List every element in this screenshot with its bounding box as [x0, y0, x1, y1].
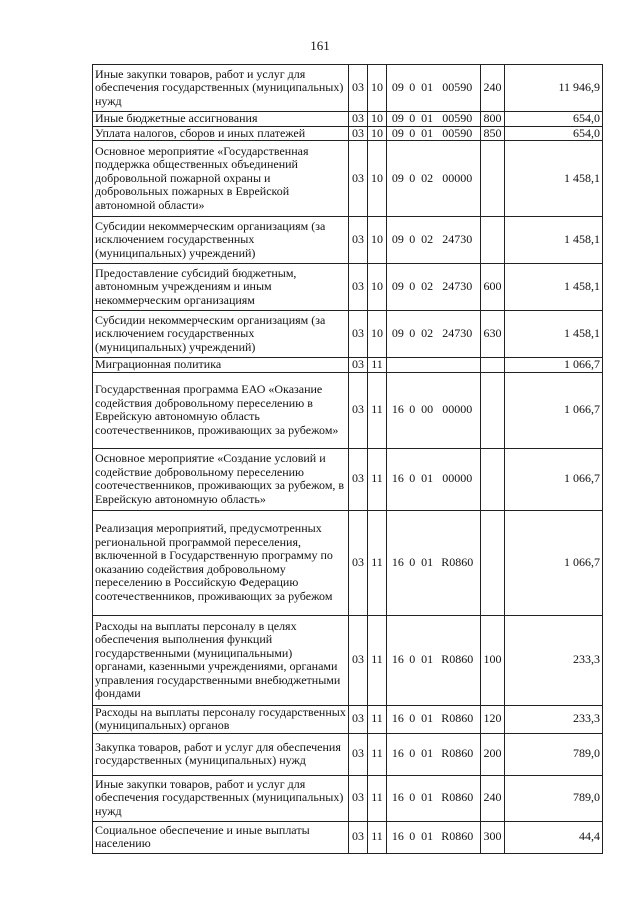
program-code: 09: [391, 111, 404, 125]
direction-code: 24730: [442, 326, 473, 341]
amount-cell: 1 458,1: [505, 311, 603, 358]
table-row: [93, 775, 603, 821]
program-code: 16: [391, 402, 404, 417]
table-row: [93, 615, 603, 705]
activity-code: 01: [421, 711, 434, 726]
target-article-cell: [387, 372, 481, 448]
page-number: 161: [310, 38, 330, 53]
subprogram-code: 0: [409, 746, 416, 761]
section-code-cell: 03: [349, 311, 368, 358]
expense-type-code-cell: [481, 217, 505, 264]
target-article-code: [389, 112, 478, 126]
target-article-cell: [387, 510, 481, 615]
amount-cell: 233,3: [505, 705, 603, 733]
section-code-cell: 03: [349, 733, 368, 775]
program-code: 16: [391, 471, 404, 486]
program-code: 16: [391, 829, 404, 844]
expense-type-code-cell: 300: [481, 821, 505, 853]
target-article-code: [389, 172, 478, 186]
subsection-code-cell: 11: [368, 510, 387, 615]
target-article-cell: [387, 705, 481, 733]
expense-type-code-cell: [481, 510, 505, 615]
subprogram-code: 0: [409, 126, 416, 140]
table-row: [93, 311, 603, 358]
section-code-cell: 03: [349, 217, 368, 264]
expense-name-cell: Уплата налогов, сборов и иных платежей: [93, 126, 349, 141]
amount-cell: 1 458,1: [505, 217, 603, 264]
expense-type-code-cell: 240: [481, 775, 505, 821]
expense-type-code-cell: 200: [481, 733, 505, 775]
section-code-cell: 03: [349, 112, 368, 127]
subprogram-code: 0: [409, 711, 416, 726]
expense-name-cell: Расходы на выплаты персоналу в целях обеспечения выполнения функций государственными (муниципальными) органами, казенными учреждениями, органами управления государственными внебюджетными фондами: [93, 615, 349, 705]
subprogram-code: 0: [409, 80, 416, 95]
activity-code: 01: [421, 790, 434, 805]
direction-code: 24730: [442, 232, 473, 247]
activity-code: 01: [421, 746, 434, 761]
table-row: [93, 705, 603, 733]
amount-cell: 1 458,1: [505, 141, 603, 217]
target-article-code: [389, 747, 478, 761]
section-code-cell: 03: [349, 510, 368, 615]
activity-code: 01: [421, 80, 434, 95]
expense-name-cell: Закупка товаров, работ и услуг для обеспечения государственных (муниципальных) нужд: [93, 733, 349, 775]
subsection-code-cell: 11: [368, 733, 387, 775]
section-code-cell: 03: [349, 358, 368, 373]
direction-code: R0860: [441, 554, 474, 569]
section-code-cell: 03: [349, 65, 368, 112]
program-code: 16: [391, 554, 404, 569]
expense-name-cell: Основное мероприятие «Государственная поддержка общественных объединений добровольной пожарной охраны и добровольных пожарных в Еврейской автономной области»: [93, 141, 349, 217]
target-article-cell: [387, 141, 481, 217]
direction-code: 00000: [442, 471, 473, 486]
expense-type-code-cell: 800: [481, 112, 505, 127]
subsection-code-cell: 10: [368, 126, 387, 141]
expense-name-cell: Иные закупки товаров, работ и услуг для обеспечения государственных (муниципальных) нужд: [93, 65, 349, 112]
activity-code: 00: [421, 402, 434, 417]
expense-name-cell: Реализация мероприятий, предусмотренных региональной программой переселения, включенной в Государственную программу по оказанию содействия добровольному переселению в Российскую Федерацию соотечественников, проживающих за рубежом: [93, 510, 349, 615]
expense-name-cell: Субсидии некоммерческим организациям (за исключением государственных (муниципальных) учреждений): [93, 217, 349, 264]
target-article-cell: [387, 733, 481, 775]
budget-table: [92, 64, 603, 854]
section-code-cell: 03: [349, 615, 368, 705]
expense-type-code-cell: 120: [481, 705, 505, 733]
table-row: [93, 264, 603, 311]
target-article-cell: [387, 112, 481, 127]
program-code: 16: [391, 711, 404, 726]
subsection-code-cell: 11: [368, 775, 387, 821]
expense-type-code-cell: 600: [481, 264, 505, 311]
subsection-code-cell: 11: [368, 448, 387, 510]
subprogram-code: 0: [409, 232, 416, 247]
table-row: [93, 372, 603, 448]
direction-code: 00590: [442, 80, 473, 95]
amount-cell: 1 066,7: [505, 448, 603, 510]
target-article-cell: [387, 821, 481, 853]
target-article-cell: [387, 65, 481, 112]
subprogram-code: 0: [409, 402, 416, 417]
subprogram-code: 0: [409, 652, 416, 667]
target-article-code: [389, 791, 478, 805]
activity-code: 01: [421, 829, 434, 844]
expense-name-cell: Иные закупки товаров, работ и услуг для обеспечения государственных (муниципальных) нужд: [93, 775, 349, 821]
section-code-cell: 03: [349, 264, 368, 311]
subprogram-code: 0: [409, 554, 416, 569]
activity-code: 01: [421, 554, 434, 569]
activity-code: 02: [421, 232, 434, 247]
amount-cell: 1 066,7: [505, 510, 603, 615]
target-article-code: [389, 280, 478, 294]
subsection-code-cell: 10: [368, 65, 387, 112]
amount-cell: 654,0: [505, 112, 603, 127]
subsection-code-cell: 11: [368, 372, 387, 448]
expense-type-code-cell: [481, 141, 505, 217]
table-row: [93, 733, 603, 775]
amount-cell: 654,0: [505, 126, 603, 141]
expense-type-code-cell: 240: [481, 65, 505, 112]
program-code: 09: [391, 279, 404, 294]
subprogram-code: 0: [409, 790, 416, 805]
target-article-cell: [387, 264, 481, 311]
target-article-code: [389, 81, 478, 95]
target-article-code: [389, 233, 478, 247]
program-code: 09: [391, 232, 404, 247]
expense-type-code-cell: [481, 448, 505, 510]
direction-code: R0860: [441, 746, 474, 761]
target-article-cell: [387, 775, 481, 821]
table-row: [93, 217, 603, 264]
subsection-code-cell: 11: [368, 615, 387, 705]
table-row: [93, 126, 603, 141]
subprogram-code: 0: [409, 471, 416, 486]
budget-table-body: [93, 65, 603, 854]
subsection-code-cell: 11: [368, 705, 387, 733]
expense-name-cell: Расходы на выплаты персоналу государственных (муниципальных) органов: [93, 705, 349, 733]
activity-code: 02: [421, 279, 434, 294]
expense-type-code-cell: [481, 358, 505, 373]
target-article-code: [389, 830, 478, 844]
expense-name-cell: Иные бюджетные ассигнования: [93, 112, 349, 127]
table-row: [93, 141, 603, 217]
expense-type-code-cell: 100: [481, 615, 505, 705]
direction-code: 24730: [442, 279, 473, 294]
program-code: 09: [391, 170, 404, 185]
target-article-code: [389, 127, 478, 141]
amount-cell: 789,0: [505, 775, 603, 821]
subprogram-code: 0: [409, 829, 416, 844]
amount-cell: 44,4: [505, 821, 603, 853]
target-article-cell: [387, 358, 481, 373]
direction-code: R0860: [441, 711, 474, 726]
amount-cell: 1 066,7: [505, 358, 603, 373]
target-article-code: [389, 712, 478, 726]
direction-code: R0860: [441, 829, 474, 844]
target-article-code: [389, 403, 478, 417]
amount-cell: 789,0: [505, 733, 603, 775]
expense-name-cell: Миграционная политика: [93, 358, 349, 373]
expense-name-cell: Основное мероприятие «Создание условий и содействие добровольному переселению соотечественников, проживающих за рубежом, в Еврейскую автономную область»: [93, 448, 349, 510]
subprogram-code: 0: [409, 170, 416, 185]
direction-code: 00590: [442, 111, 473, 125]
program-code: 09: [391, 326, 404, 341]
expense-name-cell: Субсидии некоммерческим организациям (за исключением государственных (муниципальных) учреждений): [93, 311, 349, 358]
direction-code: 00000: [442, 402, 473, 417]
subsection-code-cell: 10: [368, 311, 387, 358]
expense-type-code-cell: [481, 372, 505, 448]
expense-name-cell: Предоставление субсидий бюджетным, автономным учреждениям и иным некоммерческим организациям: [93, 264, 349, 311]
direction-code: 00590: [442, 126, 473, 140]
activity-code: 01: [421, 111, 434, 125]
expense-name-cell: Государственная программа ЕАО «Оказание содействия добровольному переселению в Еврейскую автономную область соотечественников, проживающих за рубежом»: [93, 372, 349, 448]
subsection-code-cell: 10: [368, 112, 387, 127]
target-article-cell: [387, 448, 481, 510]
expense-type-code-cell: 630: [481, 311, 505, 358]
section-code-cell: 03: [349, 141, 368, 217]
subsection-code-cell: 10: [368, 141, 387, 217]
activity-code: 01: [421, 126, 434, 140]
direction-code: R0860: [441, 652, 474, 667]
section-code-cell: 03: [349, 821, 368, 853]
amount-cell: 233,3: [505, 615, 603, 705]
program-code: 16: [391, 652, 404, 667]
table-row: [93, 510, 603, 615]
amount-cell: 1 458,1: [505, 264, 603, 311]
section-code-cell: 03: [349, 372, 368, 448]
table-row: [93, 821, 603, 853]
subsection-code-cell: 11: [368, 821, 387, 853]
subsection-code-cell: 10: [368, 217, 387, 264]
target-article-code: [389, 556, 478, 570]
activity-code: 01: [421, 471, 434, 486]
direction-code: R0860: [441, 790, 474, 805]
program-code: 09: [391, 80, 404, 95]
subprogram-code: 0: [409, 326, 416, 341]
activity-code: 01: [421, 652, 434, 667]
program-code: 16: [391, 746, 404, 761]
program-code: 16: [391, 790, 404, 805]
target-article-cell: [387, 311, 481, 358]
subsection-code-cell: 11: [368, 358, 387, 373]
amount-cell: 1 066,7: [505, 372, 603, 448]
table-row: [93, 448, 603, 510]
section-code-cell: 03: [349, 705, 368, 733]
section-code-cell: 03: [349, 775, 368, 821]
section-code-cell: 03: [349, 126, 368, 141]
target-article-cell: [387, 217, 481, 264]
target-article-code: [389, 327, 478, 341]
expense-name-cell: Социальное обеспечение и иные выплаты населению: [93, 821, 349, 853]
target-article-cell: [387, 615, 481, 705]
table-row: [93, 358, 603, 373]
amount-cell: 11 946,9: [505, 65, 603, 112]
subprogram-code: 0: [409, 111, 416, 125]
target-article-code: [389, 472, 478, 486]
table-row: [93, 112, 603, 127]
expense-type-code-cell: 850: [481, 126, 505, 141]
target-article-cell: [387, 126, 481, 141]
target-article-code: [389, 653, 478, 667]
activity-code: 02: [421, 326, 434, 341]
table-row: [93, 65, 603, 112]
section-code-cell: 03: [349, 448, 368, 510]
subsection-code-cell: 10: [368, 264, 387, 311]
subprogram-code: 0: [409, 279, 416, 294]
direction-code: 00000: [442, 170, 473, 185]
program-code: 09: [391, 126, 404, 140]
activity-code: 02: [421, 170, 434, 185]
